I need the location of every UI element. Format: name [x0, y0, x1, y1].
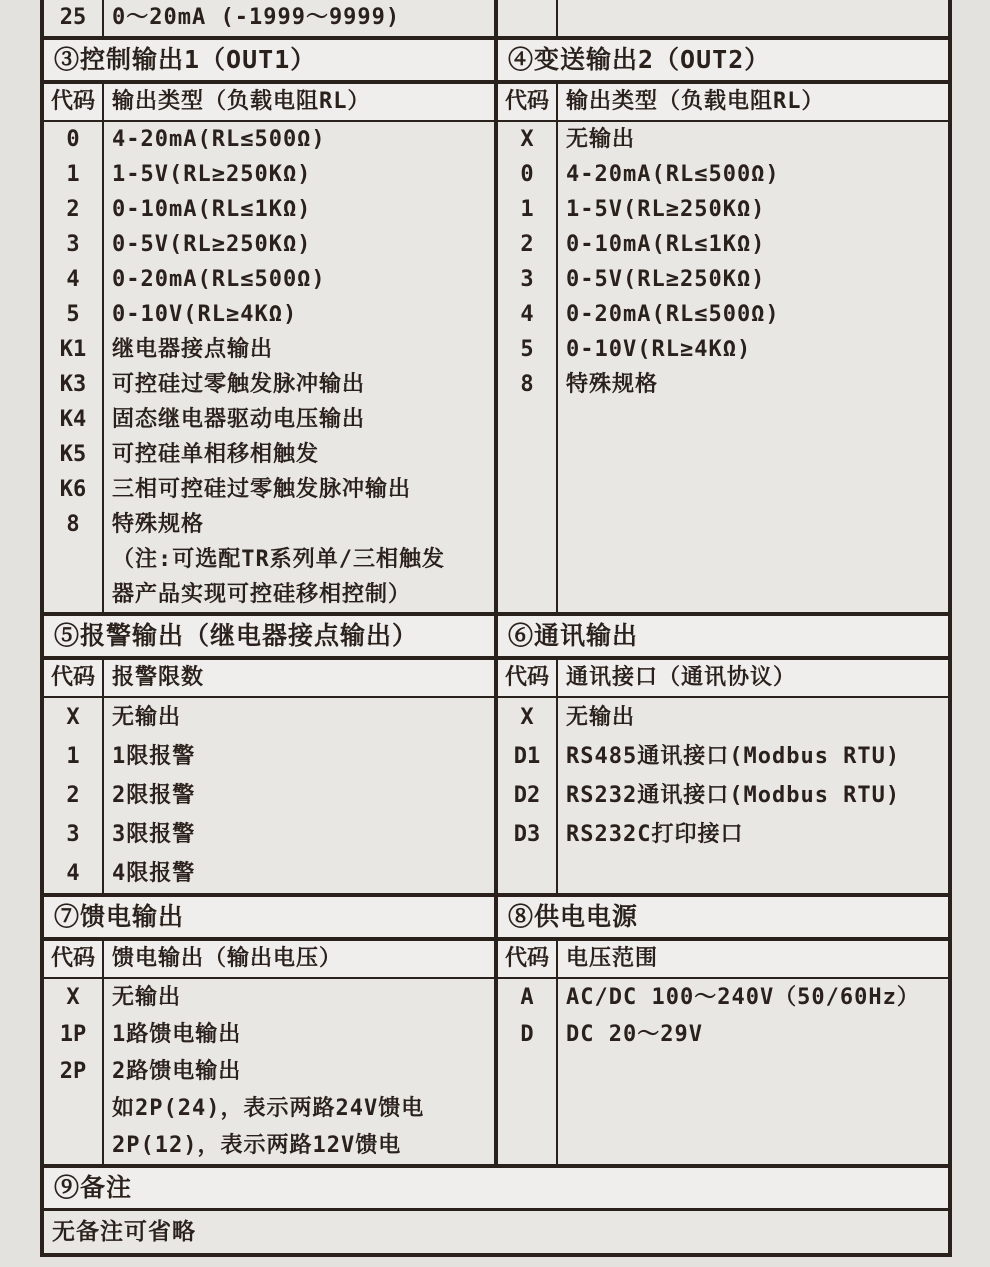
table-row	[44, 815, 494, 854]
table-row	[498, 776, 948, 815]
desc-cell: 2P(12)，表示两路12V馈电	[112, 1133, 402, 1158]
empty-cell-filler	[498, 402, 948, 612]
table-row	[498, 262, 948, 297]
desc-cell: 无输出	[566, 705, 636, 730]
desc-cell: 0-5V(RL≥250KΩ)	[566, 267, 766, 292]
out2-table	[498, 84, 948, 612]
desc-cell: 器产品实现可控硅移相控制）	[112, 582, 412, 607]
table-row	[44, 332, 494, 367]
code-cell	[44, 1127, 104, 1164]
desc-cell: 0-10mA(RL≤1KΩ)	[112, 197, 312, 222]
table-row	[44, 0, 494, 36]
desc-cell: 0-10V(RL≥4KΩ)	[566, 337, 752, 362]
ordering-spec-table	[40, 0, 952, 1257]
comm-table	[498, 660, 948, 893]
code-cell: 0	[44, 122, 104, 157]
section-comm-title: ⑥通讯输出	[498, 616, 948, 656]
column-header-code: 代码	[44, 84, 104, 120]
code-cell: K4	[44, 402, 104, 437]
column-header-code: 代码	[498, 941, 558, 977]
table-row	[44, 698, 494, 737]
code-cell: 1	[498, 192, 558, 227]
section-header-band	[44, 40, 948, 80]
desc-cell: 4限报警	[112, 861, 196, 886]
table-row	[44, 776, 494, 815]
code-cell: 2	[44, 776, 104, 815]
column-header-code: 代码	[44, 660, 104, 696]
table-row	[498, 0, 948, 36]
table-row	[44, 367, 494, 402]
table-row	[44, 737, 494, 776]
column-header-code: 代码	[44, 941, 104, 977]
desc-cell: 4-20mA(RL≤500Ω)	[112, 127, 326, 152]
section-alarm-comm-body	[44, 660, 948, 893]
table-row	[44, 1016, 494, 1053]
table-row	[44, 262, 494, 297]
code-cell: 2	[44, 192, 104, 227]
table-row	[44, 157, 494, 192]
empty-cell-filler	[498, 1053, 948, 1164]
column-header-row	[498, 941, 948, 979]
table-row	[498, 227, 948, 262]
desc-cell: RS232通讯接口(Modbus RTU)	[566, 783, 901, 808]
code-cell: D	[498, 1016, 558, 1053]
code-cell: 3	[498, 262, 558, 297]
desc-cell: 无输出	[112, 985, 182, 1010]
code-cell	[44, 1090, 104, 1127]
column-header-code: 代码	[498, 660, 558, 696]
section-header-band	[44, 616, 948, 656]
desc-cell: 1-5V(RL≥250KΩ)	[566, 197, 766, 222]
power-table	[498, 941, 948, 1164]
code-cell: D3	[498, 815, 558, 854]
code-cell: 4	[44, 854, 104, 893]
table-row	[44, 1127, 494, 1164]
desc-cell: 固态继电器驱动电压输出	[112, 407, 366, 432]
section-feed-title: ⑦馈电输出	[44, 897, 494, 937]
code-cell: 1	[44, 157, 104, 192]
code-cell: 8	[498, 367, 558, 402]
code-cell: A	[498, 979, 558, 1016]
desc-cell: 三相可控硅过零触发脉冲输出	[112, 477, 412, 502]
desc-cell: 无输出	[112, 705, 182, 730]
table-row	[498, 979, 948, 1016]
table-row	[498, 737, 948, 776]
table-row	[44, 122, 494, 157]
code-cell	[498, 0, 558, 36]
table-row	[498, 367, 948, 402]
section-header-band	[44, 897, 948, 937]
out1-table	[44, 84, 494, 612]
section-out2-title: ④变送输出2（OUT2）	[498, 40, 948, 80]
desc-cell: 可控硅过零触发脉冲输出	[112, 372, 366, 397]
code-cell: 1P	[44, 1016, 104, 1053]
desc-cell: 1-5V(RL≥250KΩ)	[112, 162, 312, 187]
code-cell	[44, 542, 104, 577]
feed-table	[44, 941, 494, 1164]
desc-cell: 2路馈电输出	[112, 1059, 242, 1084]
column-header-code: 代码	[498, 84, 558, 120]
section-out1-out2-body	[44, 84, 948, 612]
code-cell: 4	[498, 297, 558, 332]
desc-cell: 无输出	[566, 127, 636, 152]
table-row	[44, 227, 494, 262]
desc-cell: 2限报警	[112, 783, 196, 808]
desc-cell	[558, 0, 948, 36]
table-row	[44, 1090, 494, 1127]
desc-cell: 0-5V(RL≥250KΩ)	[112, 232, 312, 257]
table-row	[44, 542, 494, 577]
alarm-table	[44, 660, 494, 893]
desc-cell: 0-10mA(RL≤1KΩ)	[566, 232, 766, 257]
table-row	[498, 815, 948, 854]
section-header-band	[44, 1168, 948, 1208]
column-header-row	[498, 84, 948, 122]
code-cell: D1	[498, 737, 558, 776]
code-cell: 2	[498, 227, 558, 262]
code-cell: K3	[44, 367, 104, 402]
table-row	[44, 472, 494, 507]
code-cell: X	[498, 698, 558, 737]
column-header-row	[498, 660, 948, 698]
table-row	[498, 192, 948, 227]
code-cell: 3	[44, 227, 104, 262]
desc-cell: AC/DC 100～240V（50/60Hz）	[566, 985, 920, 1010]
column-header-row	[44, 660, 494, 698]
column-header-desc: 输出类型（负载电阻RL）	[104, 84, 494, 120]
code-cell: 8	[44, 507, 104, 542]
desc-cell: 0-20mA(RL≤500Ω)	[112, 267, 326, 292]
code-cell: X	[498, 122, 558, 157]
desc-cell: 0-10V(RL≥4KΩ)	[112, 302, 298, 327]
section-out1-title: ③控制输出1（OUT1）	[44, 40, 494, 80]
table-row	[44, 297, 494, 332]
table-row	[44, 437, 494, 472]
column-header-desc: 输出类型（负载电阻RL）	[558, 84, 948, 120]
code-cell	[44, 577, 104, 612]
table-row	[498, 297, 948, 332]
empty-cell-filler	[498, 854, 948, 893]
code-cell: K5	[44, 437, 104, 472]
top-partial-row	[44, 0, 948, 36]
table-row	[44, 979, 494, 1016]
table-row	[498, 698, 948, 737]
table-row	[44, 402, 494, 437]
table-row	[498, 332, 948, 367]
table-row	[44, 507, 494, 542]
table-row	[498, 122, 948, 157]
desc-cell: 继电器接点输出	[112, 337, 274, 362]
column-header-desc: 馈电输出（输出电压）	[104, 941, 494, 977]
table-row	[44, 1053, 494, 1090]
column-header-desc: 电压范围	[558, 941, 948, 977]
table-row	[44, 192, 494, 227]
section-remark-title: ⑨备注	[44, 1168, 948, 1208]
code-cell: 4	[44, 262, 104, 297]
desc-cell: 1路馈电输出	[112, 1022, 242, 1047]
desc-cell: 特殊规格	[566, 372, 659, 397]
section-power-title: ⑧供电电源	[498, 897, 948, 937]
desc-cell: DC 20～29V	[566, 1022, 703, 1047]
code-cell: 5	[44, 297, 104, 332]
section-feed-power-body	[44, 941, 948, 1164]
desc-cell: 如2P(24)，表示两路24V馈电	[112, 1096, 425, 1121]
remark-note: 无备注可省略	[44, 1211, 948, 1253]
code-cell: X	[44, 979, 104, 1016]
column-header-row	[44, 84, 494, 122]
table-row	[498, 1016, 948, 1053]
code-cell: K6	[44, 472, 104, 507]
table-row	[44, 577, 494, 612]
desc-cell: RS232C打印接口	[566, 822, 744, 847]
desc-cell: 可控硅单相移相触发	[112, 442, 320, 467]
desc-cell: 4-20mA(RL≤500Ω)	[566, 162, 780, 187]
code-cell: K1	[44, 332, 104, 367]
code-cell: 3	[44, 815, 104, 854]
column-header-desc: 报警限数	[104, 660, 494, 696]
desc-cell: 3限报警	[112, 822, 196, 847]
code-cell: 0	[498, 157, 558, 192]
desc-cell: 0-20mA(RL≤500Ω)	[566, 302, 780, 327]
column-header-desc: 通讯接口（通讯协议）	[558, 660, 948, 696]
code-cell: X	[44, 698, 104, 737]
desc-cell: （注:可选配TR系列单/三相触发	[112, 547, 445, 572]
table-row	[44, 854, 494, 893]
desc-cell: 1限报警	[112, 744, 196, 769]
code-cell: 25	[44, 0, 104, 36]
code-cell: 1	[44, 737, 104, 776]
section-alarm-title: ⑤报警输出（继电器接点输出）	[44, 616, 494, 656]
desc-cell: 特殊规格	[112, 512, 205, 537]
column-header-row	[44, 941, 494, 979]
desc-cell: 0～20mA (-1999～9999)	[112, 5, 401, 30]
code-cell: 5	[498, 332, 558, 367]
code-cell: D2	[498, 776, 558, 815]
code-cell: 2P	[44, 1053, 104, 1090]
table-row	[498, 157, 948, 192]
desc-cell: RS485通讯接口(Modbus RTU)	[566, 744, 901, 769]
